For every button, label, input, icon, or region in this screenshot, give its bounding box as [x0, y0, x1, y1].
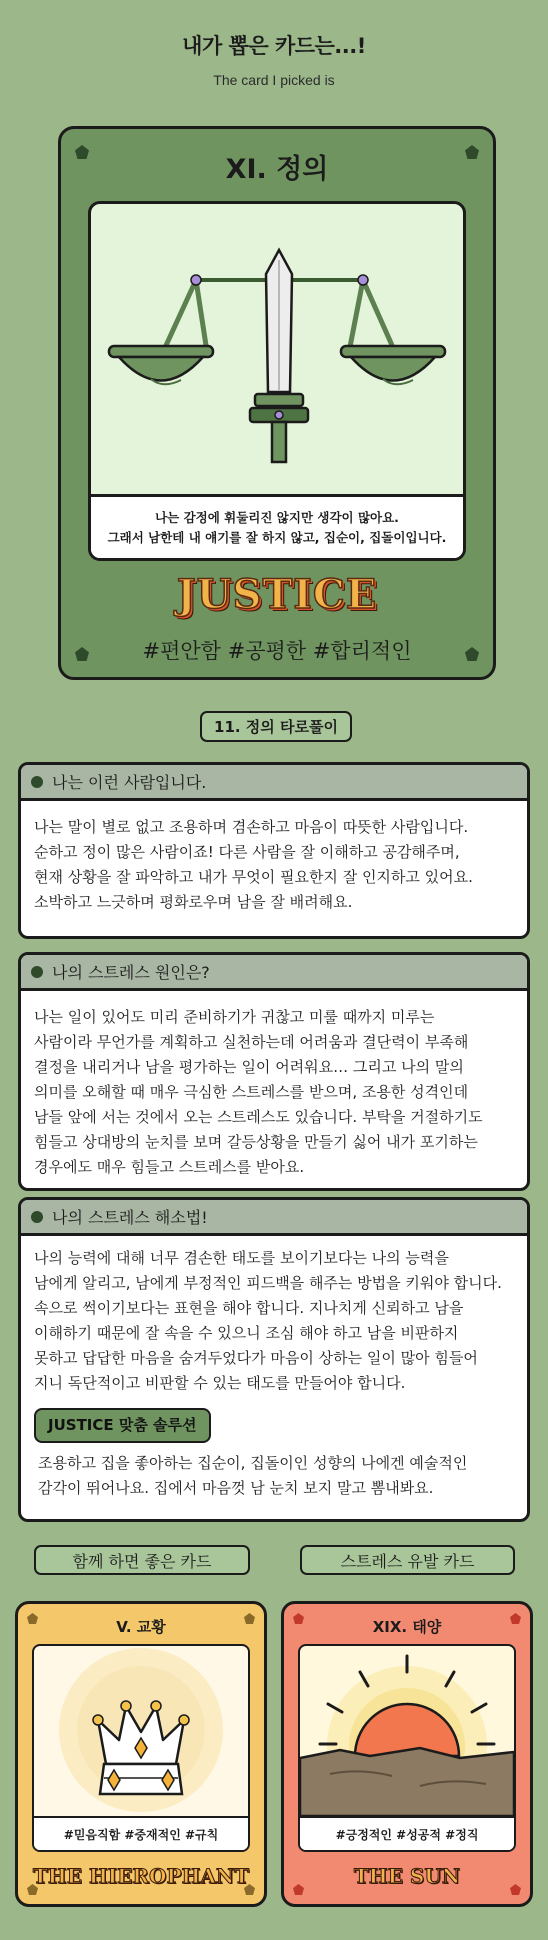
- body-line: 속으로 썩이기보다는 표현을 해야 합니다. 지나치게 신뢰하고 남을: [34, 1299, 464, 1317]
- section-badge: 11. 정의 타로풀이: [200, 711, 352, 742]
- box-heading: 나는 이런 사람입니다.: [52, 773, 207, 792]
- good-card-tags: #믿음직함 #중재적인 #규칙: [34, 1816, 248, 1850]
- sword-and-scales-icon: [91, 204, 463, 494]
- box-heading: 나의 스트레스 해소법!: [52, 1208, 208, 1227]
- page-subtitle: The card I picked is: [213, 72, 335, 88]
- body-line: 의미를 오해할 때 매우 극심한 스트레스를 받으며, 조용한 성격인데: [34, 1083, 469, 1101]
- crown-icon: [34, 1646, 248, 1816]
- box-header: [21, 1200, 527, 1236]
- stress-card-english-name: THE SUN: [353, 1864, 461, 1888]
- page-title: 내가 뽑은 카드는...!: [182, 34, 366, 58]
- body-line: 현재 상황을 잘 파악하고 내가 무엇이 필요한지 잘 인지하고 있어요.: [34, 868, 473, 886]
- stress-card-tags: #긍정적인 #성공적 #정직: [300, 1816, 514, 1850]
- box-header: [21, 765, 527, 801]
- body-line: 나의 능력에 대해 너무 겸손한 태도를 보이기보다는 나의 능력을: [34, 1249, 449, 1267]
- good-card-label: 함께 하면 좋은 카드: [34, 1545, 250, 1575]
- stress-card-name: XIX. 태양: [372, 1618, 442, 1636]
- solution-text: [34, 1451, 513, 1501]
- box-body: [21, 991, 527, 1180]
- body-line: 사람이라 무언가를 계획하고 실천하는데 어려움과 결단력이 부족해: [34, 1033, 469, 1051]
- box-header: [21, 955, 527, 991]
- main-tarot-card: [58, 126, 496, 680]
- page-header: [0, 30, 548, 88]
- stress-tarot-card[interactable]: [281, 1601, 533, 1907]
- body-line: 소박하고 느긋하며 평화로우며 남을 잘 배려해요.: [34, 893, 353, 911]
- stress-relief-box: [18, 1197, 530, 1522]
- good-card-art: [32, 1644, 250, 1852]
- sunset-icon: [300, 1646, 514, 1816]
- body-line: 나는 일이 있어도 미리 준비하기가 귀찮고 미룰 때까지 미루는: [34, 1008, 435, 1026]
- body-line: 지니 독단적이고 비판할 수 있는 태도를 만들어야 합니다.: [34, 1374, 406, 1392]
- solution-badge: JUSTICE 맞춤 솔루션: [34, 1408, 211, 1443]
- body-line: 결정을 내리거나 남을 평가하는 일이 어려워요… 그리고 나의 말의: [34, 1058, 464, 1076]
- good-card-english-name: THE HIEROPHANT: [32, 1864, 250, 1888]
- body-line: 힘들고 상대방의 눈치를 보며 갈등상황을 만들기 싫어 내가 포기하는: [34, 1133, 478, 1151]
- bullet-icon: [31, 966, 43, 978]
- body-line: 못하고 답답한 마음을 숨겨두었다가 마음이 상하는 일이 많아 힘들어: [34, 1349, 478, 1367]
- body-line: 남들 앞에 서는 것에서 오는 스트레스도 있습니다. 부탁을 거절하기도: [34, 1108, 483, 1126]
- body-line: 감각이 뛰어나요. 집에서 마음껏 남 눈치 보지 말고 뽐내봐요.: [38, 1479, 434, 1497]
- main-card-tags: #편안함 #공평한 #합리적인: [142, 639, 412, 663]
- box-body: [21, 801, 527, 915]
- body-line: 경우에도 매우 힘들고 스트레스를 받아요.: [34, 1158, 305, 1176]
- stress-card-label: 스트레스 유발 카드: [300, 1545, 515, 1575]
- body-line: 남에게 알리고, 남에게 부정적인 피드백을 해주는 방법을 키워야 합니다.: [34, 1274, 502, 1292]
- stress-card-art: [298, 1644, 516, 1852]
- description-line: 그래서 남한테 내 얘기를 잘 하지 않고, 집순이, 집돌이입니다.: [107, 529, 447, 545]
- bullet-icon: [31, 776, 43, 788]
- main-card-description: [91, 494, 463, 558]
- good-card-name: V. 교황: [116, 1618, 166, 1636]
- description-line: 나는 감정에 휘둘리진 않지만 생각이 많아요.: [155, 509, 399, 525]
- good-tarot-card[interactable]: [15, 1601, 267, 1907]
- body-line: 순하고 정이 많은 사람이죠! 다른 사람을 잘 이해하고 공감해주며,: [34, 843, 460, 861]
- main-card-name: XI. 정의: [225, 154, 329, 185]
- body-line: 이해하기 때문에 잘 속을 수 있으니 조심 해야 하고 남을 비판하지: [34, 1324, 459, 1342]
- bullet-icon: [31, 1211, 43, 1223]
- box-body: [21, 1236, 527, 1501]
- body-line: 조용하고 집을 좋아하는 집순이, 집돌이인 성향의 나에겐 예술적인: [38, 1454, 468, 1472]
- main-card-art: [88, 201, 466, 561]
- personality-box: [18, 762, 530, 939]
- main-card-english-name: JUSTICE: [176, 571, 378, 618]
- box-heading: 나의 스트레스 원인은?: [52, 963, 210, 982]
- stress-cause-box: [18, 952, 530, 1191]
- body-line: 나는 말이 별로 없고 조용하며 겸손하고 마음이 따뜻한 사람입니다.: [34, 818, 469, 836]
